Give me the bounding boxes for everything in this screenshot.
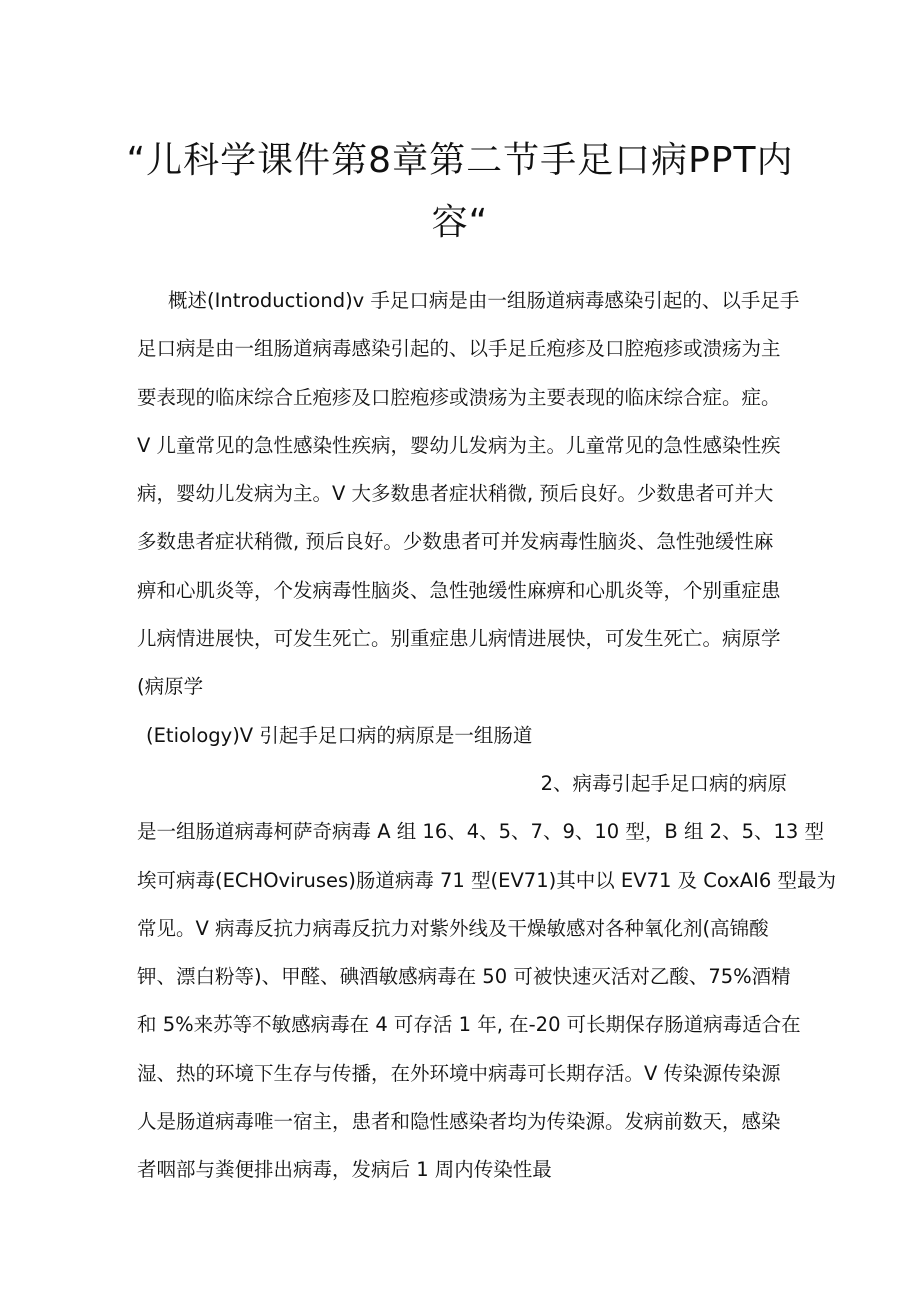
body-line: 要表现的临床综合丘疱疹及口腔疱疹或溃疡为主要表现的临床综合症。症。	[137, 385, 781, 409]
body-line: 人是肠道病毒唯一宿主，患者和隐性感染者均为传染源。发病前数天，感染	[137, 1110, 781, 1134]
document-title	[120, 130, 800, 254]
title-line: 容“	[431, 202, 489, 243]
body-line: 足口病是由一组肠道病毒感染引起的、以手足丘疱疹及口腔疱疹或溃疡为主	[137, 337, 781, 361]
body-line: 常见。V 病毒反抗力病毒反抗力对紫外线及干燥敏感对各种氧化剂(高锦酸	[137, 916, 769, 940]
body-line: 是一组肠道病毒柯萨奇病毒 A 组 16、4、5、7、9、10 型，B 组 2、5、13 型	[137, 820, 824, 844]
body-line: 者咽部与粪便排出病毒，发病后 1 周内传染性最	[137, 1158, 552, 1182]
body-line: 埃可病毒(ECHOviruses)肠道病毒 71 型(EV71)其中以 EV71 及 CoxAI6 型最为	[137, 868, 836, 892]
body-line: 多数患者症状稍微, 预后良好。少数患者可并发病毒性脑炎、急性弛缓性麻	[137, 530, 774, 554]
body-line: 湿、热的环境下生存与传播，在外环境中病毒可长期存活。V 传染源传染源	[137, 1061, 781, 1085]
body-line: 病，婴幼儿发病为主。V 大多数患者症状稍微, 预后良好。少数患者可并大	[137, 482, 774, 506]
body-text	[137, 277, 836, 1195]
title-line: “儿科学课件第8章第二节手足口病PPT内	[126, 140, 794, 181]
body-line: 和 5%来苏等不敏感病毒在 4 可存活 1 年, 在-20 可长期保存肠道病毒适合在	[137, 1013, 801, 1037]
body-line: 痹和心肌炎等，个发病毒性脑炎、急性弛缓性麻痹和心肌炎等，个别重症患	[137, 578, 781, 602]
body-line: V 儿童常见的急性感染性疾病，婴幼儿发病为主。儿童常见的急性感染性疾	[137, 433, 781, 457]
body-line: 概述(Introductiond)v 手足口病是由一组肠道病毒感染引起的、以手足手	[168, 289, 800, 312]
body-line: (Etiology)V 引起手足口病的病原是一组肠道	[146, 723, 533, 747]
body-line: (病原学	[137, 675, 204, 699]
body-line: 2、病毒引起手足口病的病原	[540, 771, 787, 795]
body-line: 儿病情进展快，可发生死亡。别重症患儿病情进展快，可发生死亡。病原学	[137, 627, 781, 651]
body-line: 钾、漂白粉等)、甲醛、碘酒敏感病毒在 50 可被快速灭活对乙酸、75%酒精	[137, 965, 791, 989]
